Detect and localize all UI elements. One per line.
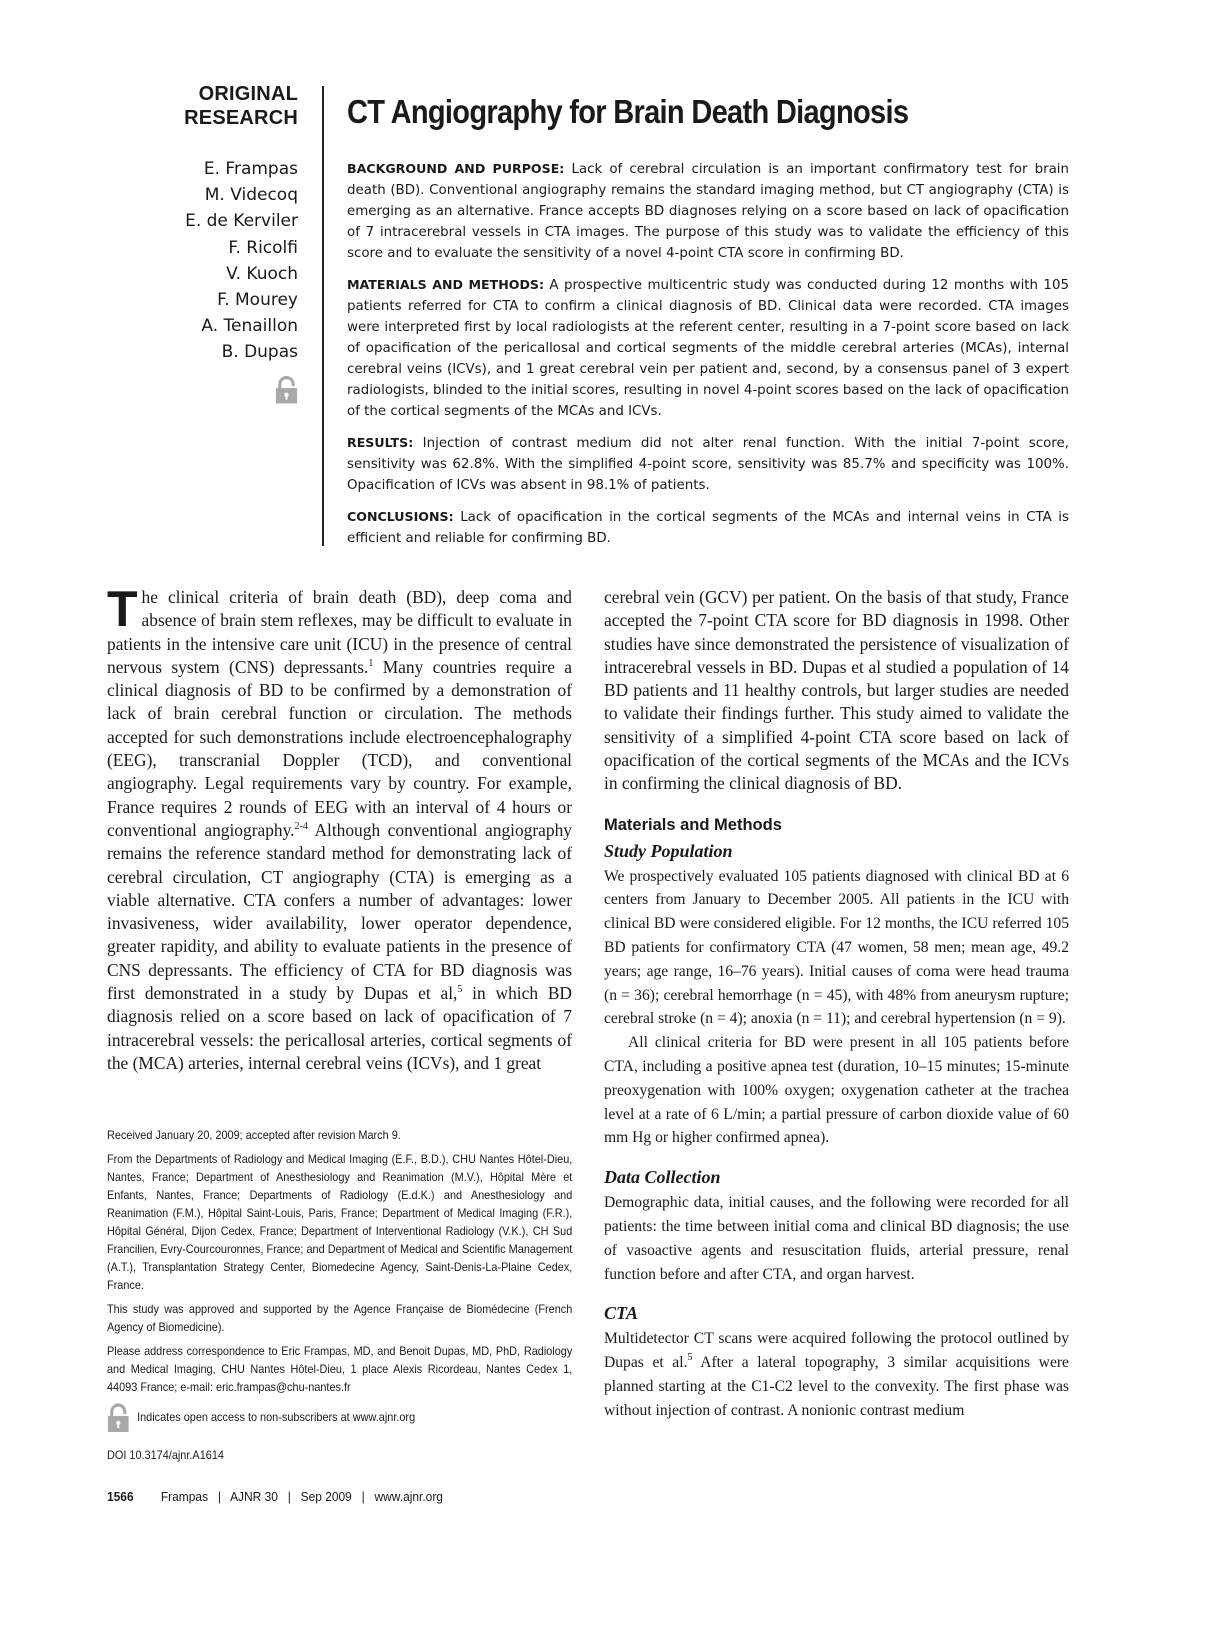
- body-paragraph: All clinical criteria for BD were present in all 105 patients before CTA, including a positive apnea test (duration, 10–15 minutes; 15-minute preoxygenation with 100% oxygen; oxygenation catheter at the trachea level at a rate of 6 L/min; a partial pressure of carbon dioxide value of 60 mm Hg or higher confirmed apnea).: [604, 1034, 1069, 1147]
- received-dates: Received January 20, 2009; accepted after revision March 9.: [107, 1129, 401, 1142]
- body-text: Many countries require a clinical diagnosis of BD to be confirmed by a demonstration of lack of brain cerebral function or circulation. The methods accepted for such demonstrations include electroencephalography (EEG), transcranial Doppler (TCD), and conventional angiography. Legal requirements vary by country. For example, France requires 2 rounds of EEG with an interval of 4 hours or conventional angiography.: [107, 656, 573, 840]
- abstract-heading: MATERIALS AND METHODS:: [347, 277, 545, 292]
- article-title: CT Angiography for Brain Death Diagnosis: [347, 93, 909, 130]
- abstract-text: A prospective multicentric study was conducted during 12 months with 105 patients referred for CTA to confirm a clinical diagnosis of BD. Clinical data were recorded. CTA images were interpreted first by local radiologists at the referent center, resulting in a 7-point score based on lack of opacification of the pericallosal and cortical segments of the middle cerebral arteries (MCAs), internal cerebral veins (ICVs), and 1 great cerebral vein per patient and, second, by a consensus panel of 3 expert radiologists, blinded to the initial scores, resulting in novel 4-point scores based on the lack of opacification of the cortical segments of the MCAs and ICVs.: [347, 278, 1069, 419]
- footer-author: Frampas: [160, 1489, 209, 1504]
- abstract-text: Lack of cerebral circulation is an important confirmatory test for brain death (BD). Conventional angiography remains the standard imaging method, but CT angiography (CTA) is emerging as an alternative. France accepts BD diagnoses relying on a score based on lack of opacification of 7 intracerebral vessels in CTA images. The purpose of this study was to validate the efficiency of this score and to evaluate the sensitivity of a novel 4-point CTA score in confirming BD.: [347, 162, 1069, 261]
- author: A. Tenaillon: [201, 316, 298, 337]
- subsection-heading: CTA: [604, 1303, 639, 1324]
- body-column-left: [107, 581, 573, 1075]
- section-label-line1: ORIGINAL: [198, 83, 298, 105]
- author: B. Dupas: [221, 342, 298, 363]
- abstract-conclusions: [347, 506, 1069, 549]
- body-text: After a lateral topography, 3 similar acquisitions were planned starting at the C1-C2 level to the convexity. The first phase was without injection of contrast. A nonionic contrast medium: [604, 1354, 1069, 1419]
- footer-url[interactable]: www.ajnr.org: [374, 1489, 443, 1504]
- body-paragraph: Demographic data, initial causes, and the following were recorded for all patients: the time between initial coma and clinical BD diagnosis; the use of vasoactive agents and resuscitation fluids, arterial pressure, renal function before and after CTA, and organ harvest.: [604, 1194, 1069, 1283]
- author: E. Frampas: [203, 159, 298, 179]
- lock-open-icon: [275, 375, 298, 405]
- author-list: [140, 156, 298, 366]
- funding-note: This study was approved and supported by the Agence Française de Biomédecine (French Agency of Biomedicine).: [107, 1303, 573, 1334]
- abstract-text: Lack of opacification in the cortical segments of the MCAs and internal veins in CTA is efficient and reliable for confirming BD.: [347, 510, 1069, 546]
- abstract-heading: CONCLUSIONS:: [347, 509, 454, 524]
- intro-paragraph: [107, 581, 573, 1075]
- author: V. Kuoch: [226, 263, 298, 284]
- section-label-line2: RESEARCH: [184, 107, 298, 129]
- reference-link[interactable]: 1: [368, 657, 374, 669]
- footer-separator: |: [361, 1489, 365, 1504]
- body-text: Multidetector CT scans were acquired following the protocol outlined by Dupas et al.: [604, 1330, 1069, 1372]
- open-access-note: [107, 1403, 572, 1433]
- body-text: in which BD diagnosis relied on a score based on lack of opacification of 7 intracerebral vessels: the pericallosal arteries, cortical segments of the (MCA) arteries, internal cerebral veins (ICVs), and 1 great: [107, 983, 572, 1073]
- subsection-heading: Study Population: [604, 840, 733, 861]
- correspondence: Please address correspondence to Eric Frampas, MD, and Benoit Dupas, MD, PhD, Radiology and Medical Imaging, CHU Nantes Hôtel-Dieu, 1 place Alexis Ricordeau, Nantes Cedex 1, 44093 France; e-mail: eric.frampas@chu-nantes.fr: [107, 1345, 573, 1394]
- body-text: Although conventional angiography remains the reference standard method for demonstrating lack of cerebral circulation, CT angiography (CTA) is emerging as a viable alternative. CTA confers a number of advantages: lower invasiveness, wider availability, lower operator dependence, greater rapidity, and ability to evaluate patients in the presence of CNS depressants. The efficiency of CTA for BD diagnosis was first demonstrated in a study by Dupas et al,: [107, 819, 572, 1004]
- footnotes: [107, 1127, 572, 1465]
- intro-paragraph-continued: cerebral vein (GCV) per patient. On the basis of that study, France accepted the 7-point CTA score for BD diagnosis in 1998. Other studies have since demonstrated the persistence of visualization of intracerebral vessels in BD. Dupas et al studied a population of 14 BD patients and 11 healthy controls, but larger studies are needed to validate their findings further. This study aimed to validate the sensitivity of a simplified 4-point CTA score based on lack of opacification of the cortical segments of the MCAs and the ICVs in confirming the clinical diagnosis of BD.: [604, 587, 1069, 794]
- author: F. Mourey: [217, 290, 298, 311]
- abstract-background: [347, 158, 1069, 264]
- footer-separator: |: [217, 1489, 221, 1504]
- body-paragraph: We prospectively evaluated 105 patients diagnosed with clinical BD at 6 centers from January to December 2005. All patients in the ICU with clinical BD were considered eligible. For 12 months, the ICU referred 105 BD patients for confirmatory CTA (47 women, 58 men; mean age, 49.2 years; age range, 16–76 years). Initial causes of coma were head trauma (n = 36); cerebral hemorrhage (n = 45), with 48% from aneurysm rupture; cerebral stroke (n = 4); anoxia (n = 11); and cerebral hypertension (n = 9).: [604, 867, 1069, 1028]
- abstract-text: Injection of contrast medium did not alter renal function. With the initial 7-point score, sensitivity was 62.8%. With the simplified 4-point score, sensitivity was 85.7% and specificity was 100%. Opacification of ICVs was absent in 98.1% of patients.: [347, 436, 1069, 493]
- subsection-heading: Data Collection: [604, 1167, 721, 1188]
- affiliations: From the Departments of Radiology and Medical Imaging (E.F., B.D.), CHU Nantes Hôtel-Dieu, Nantes, France; Department of Anesthesiology and Reanimation (M.V.), Hôpital Mère et Enfants, Nantes, France; Departments of Radiology (E.d.K.) and Anesthesiology and Reanimation (F.M.), Hôpital Saint-Louis, Paris, France; Department of Medical Imaging (F.R.), Hôpital Général, Dijon Cedex, France; Department of Interventional Radiology (V.K.), CH Sud Francilien, Evry-Courcouronnes, France; and Department of Medical and Scientific Management (A.T.), Transplantation Strategy Center, Biomedecine Agency, Saint-Denis-La-Plaine Cedex, France.: [107, 1153, 573, 1292]
- body-paragraph: [604, 1327, 1069, 1422]
- author: M. Videcoq: [204, 185, 298, 206]
- footer-date: Sep 2009: [300, 1489, 352, 1504]
- lock-open-icon: [107, 1403, 130, 1433]
- drop-cap: T: [107, 581, 138, 637]
- section-label: [150, 82, 298, 130]
- body-text: he clinical criteria of brain death (BD), deep coma and absence of brain stem reflexes, may be difficult to evaluate in patients in the intensive care unit (ICU) in the presence of central nervous system (CNS) depressants.: [107, 587, 572, 677]
- section-heading: Materials and Methods: [604, 815, 782, 834]
- body-column-right: [604, 586, 1069, 1423]
- page-number: 1566: [107, 1489, 134, 1504]
- vertical-divider: [322, 86, 324, 546]
- author: E. de Kerviler: [185, 211, 298, 232]
- abstract-heading: BACKGROUND AND PURPOSE:: [347, 161, 565, 176]
- page-footer: [107, 1488, 443, 1506]
- reference-link[interactable]: 5: [687, 1352, 693, 1364]
- abstract-methods: [347, 274, 1069, 422]
- footer-journal: AJNR 30: [230, 1489, 278, 1504]
- reference-link[interactable]: 5: [457, 984, 463, 996]
- abstract-results: [347, 432, 1069, 496]
- reference-link[interactable]: 2-4: [294, 820, 308, 832]
- open-access-text: Indicates open access to non-subscribers at www.ajnr.org: [137, 1411, 416, 1424]
- doi[interactable]: DOI 10.3174/ajnr.A1614: [107, 1449, 224, 1462]
- footer-separator: |: [287, 1489, 291, 1504]
- abstract-heading: RESULTS:: [347, 435, 414, 450]
- abstract: [347, 158, 1069, 559]
- author: F. Ricolfi: [228, 237, 298, 258]
